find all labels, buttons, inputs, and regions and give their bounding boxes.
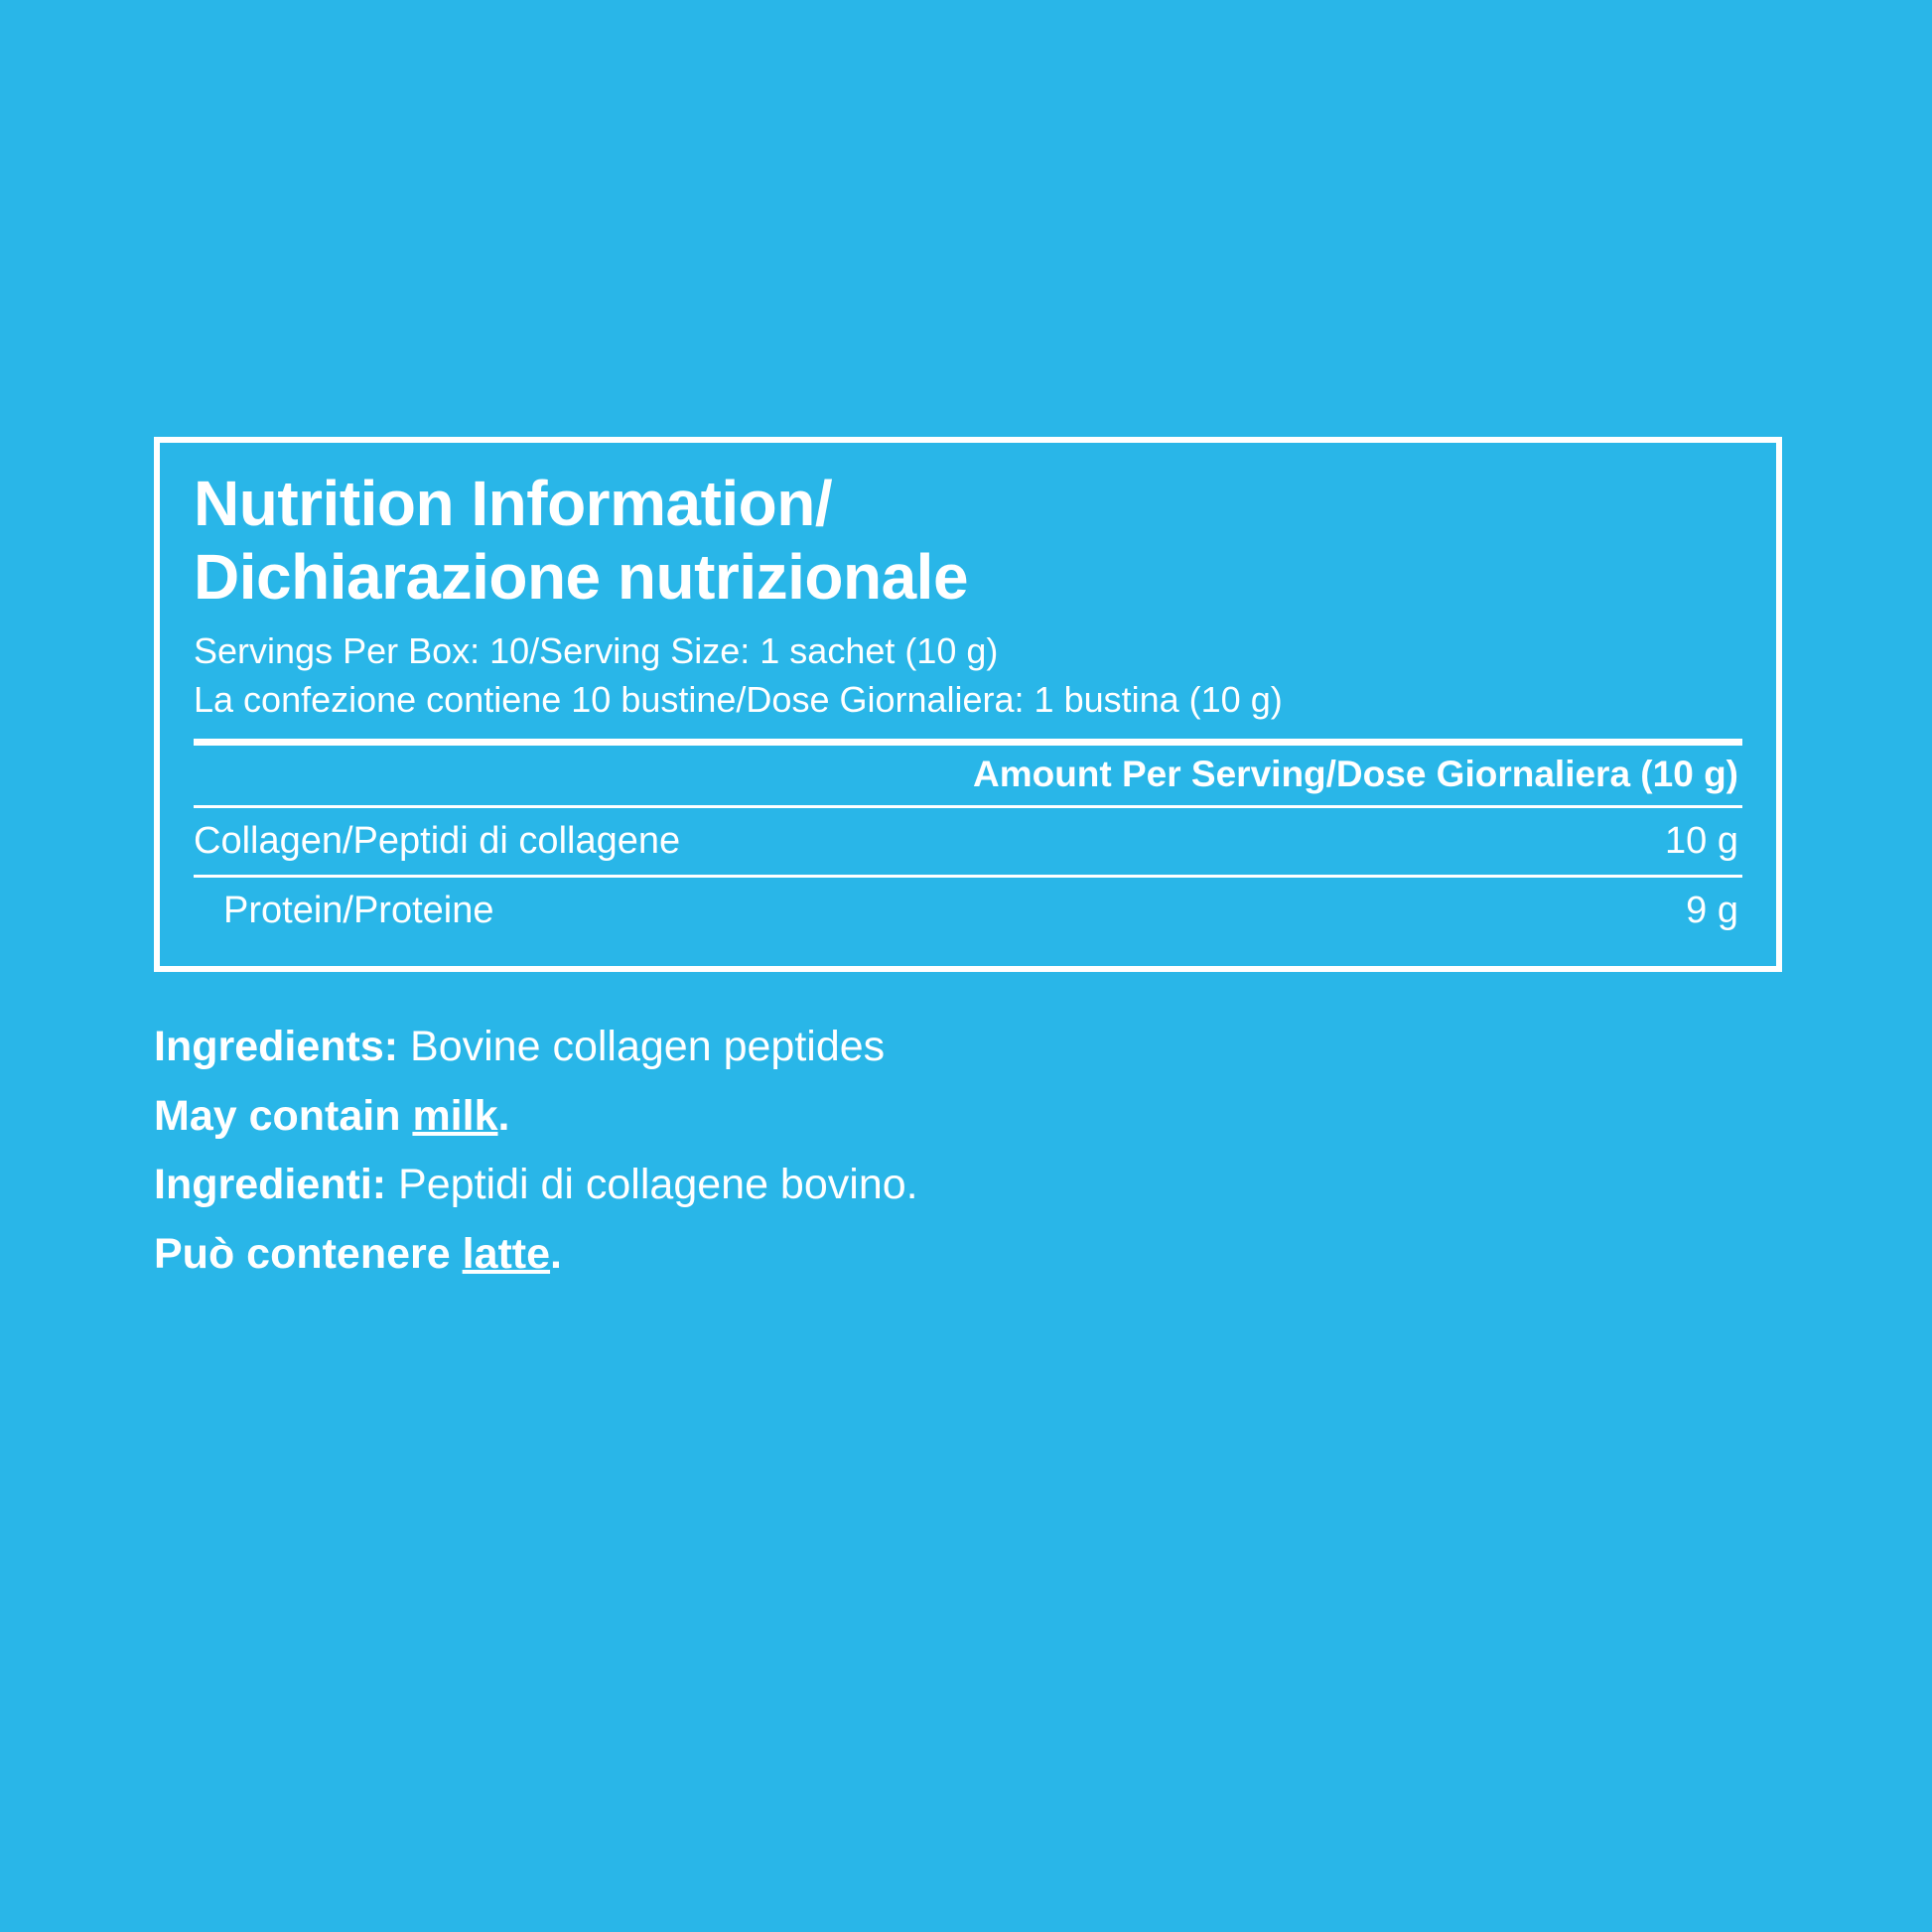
allergen-line-it (154, 1220, 1782, 1290)
ingredients-line-en (154, 1013, 1782, 1082)
ingredients-label-it: Ingredienti: (154, 1161, 387, 1209)
servings-per-box-it: La confezione contiene 10 bustine/Dose Giornaliera: 1 bustina (10 g) (194, 679, 1283, 721)
ingredients-text-it: Peptidi di collagene bovino. (386, 1161, 918, 1209)
panel-title (194, 467, 1742, 614)
nutrient-value: 10 g (1665, 820, 1738, 863)
nutrient-label: Protein/Proteine (223, 890, 494, 932)
allergen-prefix-en: May contain (154, 1091, 413, 1140)
nutrient-value: 9 g (1686, 890, 1738, 932)
ingredients-label-en: Ingredients: (154, 1023, 399, 1070)
serving-information (194, 627, 1742, 725)
ingredients-line-it (154, 1151, 1782, 1220)
panel-title-line-it: Dichiarazione nutrizionale (194, 541, 969, 614)
nutrition-facts-panel (154, 437, 1782, 972)
allergen-milk-en: milk (412, 1091, 498, 1140)
table-row (194, 878, 1742, 944)
allergen-line-en (154, 1082, 1782, 1152)
allergen-suffix-en: . (497, 1091, 510, 1140)
table-row (194, 808, 1742, 875)
divider-thick (194, 739, 1742, 746)
ingredients-text-en: Bovine collagen peptides (398, 1023, 886, 1070)
amount-per-serving-header: Amount Per Serving/Dose Giornaliera (10 g) (972, 754, 1738, 795)
allergen-milk-it: latte (462, 1229, 551, 1278)
servings-per-box-en: Servings Per Box: 10/Serving Size: 1 sachet (10 g) (194, 630, 999, 672)
panel-title-line-en: Nutrition Information/ (194, 468, 833, 539)
allergen-prefix-it: Può contenere (154, 1229, 463, 1278)
ingredients-block (154, 1013, 1782, 1290)
nutrient-label: Collagen/Peptidi di collagene (194, 820, 681, 863)
allergen-suffix-it: . (550, 1229, 562, 1278)
